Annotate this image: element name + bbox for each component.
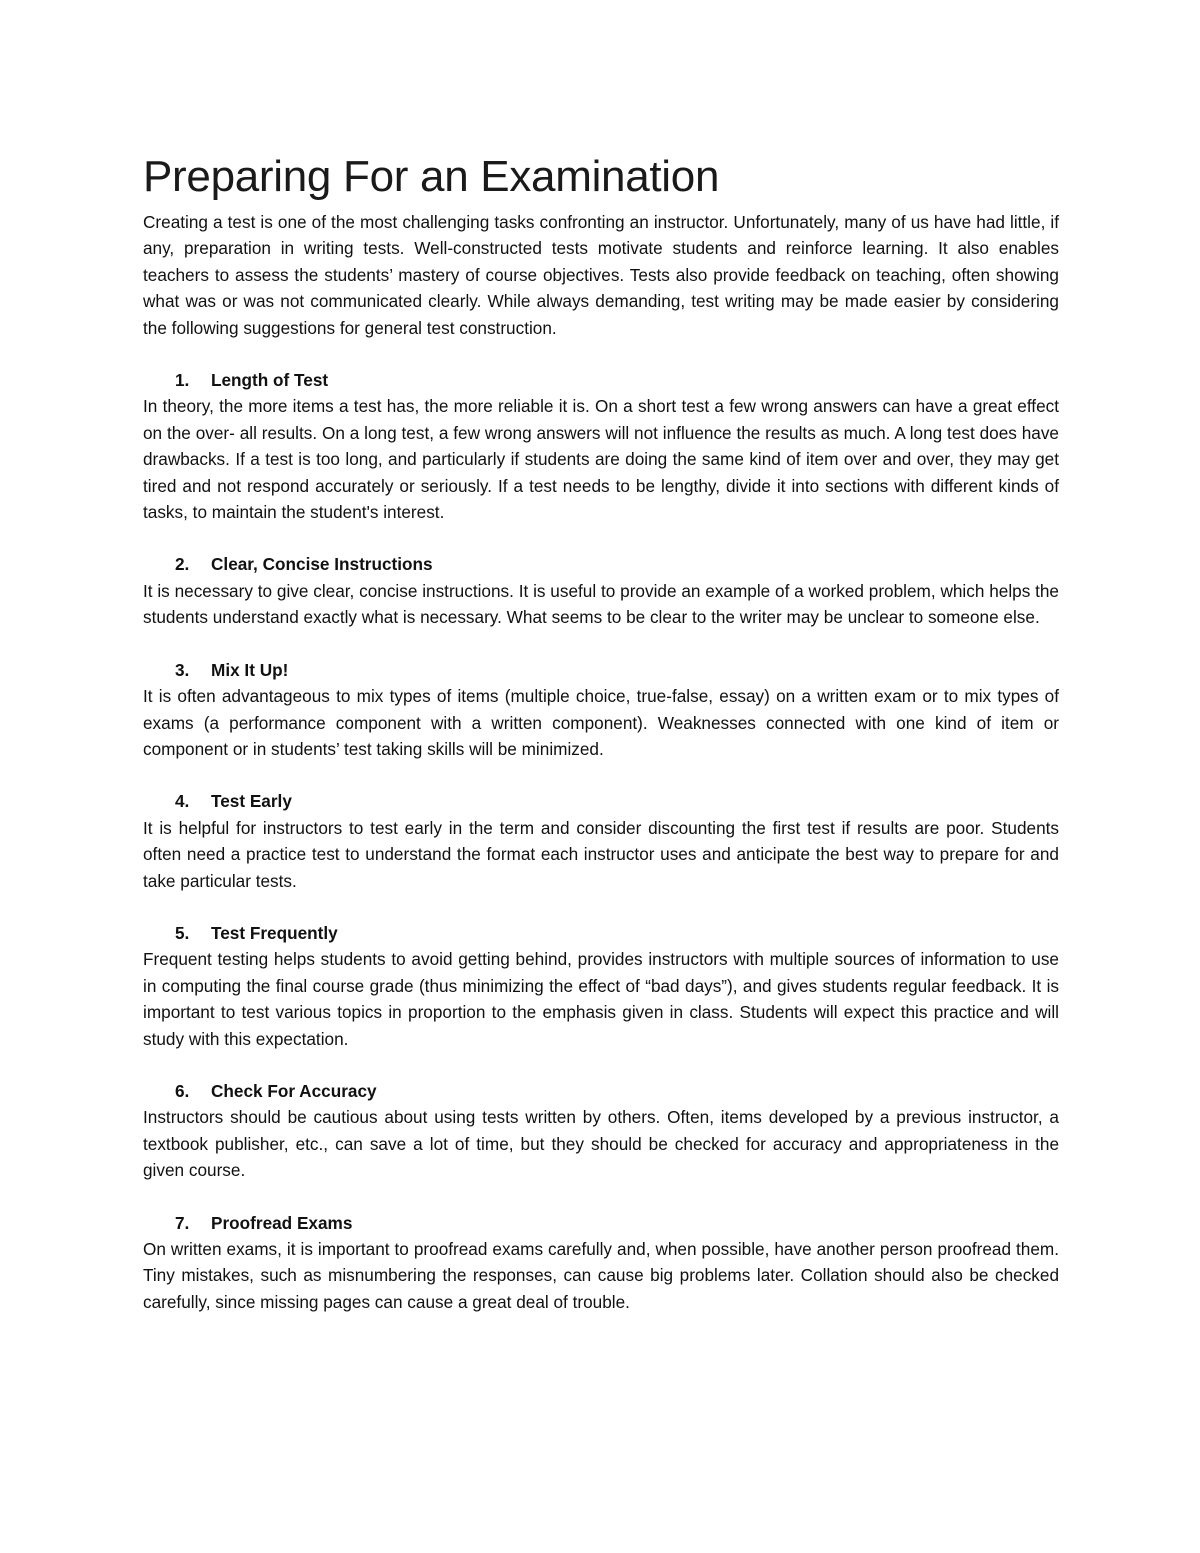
section-heading bbox=[143, 367, 1059, 393]
section-title: Length of Test bbox=[211, 370, 329, 391]
section-title: Clear, Concise Instructions bbox=[211, 554, 433, 575]
section-title: Proofread Exams bbox=[211, 1212, 353, 1233]
section-body: It is necessary to give clear, concise instructions. It is useful to provide an example of a worked problem, which helps the students understand exactly what is necessary. What seems to be clear to the writer may be unclear to someone else. bbox=[143, 580, 1059, 628]
section-heading bbox=[143, 920, 1059, 946]
section-check-for-accuracy bbox=[143, 1078, 1059, 1184]
section-title: Test Frequently bbox=[211, 922, 338, 943]
section-test-frequently bbox=[143, 920, 1059, 1052]
section-number: 4. bbox=[175, 791, 190, 812]
section-title: Mix It Up! bbox=[211, 659, 289, 680]
section-number: 5. bbox=[175, 922, 190, 943]
section-body: Frequent testing helps students to avoid getting behind, provides instructors with multiple sources of information to use in computing the final course grade (thus minimizing the effect of “bad days”), and gives students regular feedback. It is important to test various topics in proportion to the emphasis given in class. Students will expect this practice and will study with this expectation. bbox=[143, 949, 1059, 1049]
section-clear-concise-instructions bbox=[143, 551, 1059, 630]
section-proofread-exams bbox=[143, 1210, 1059, 1316]
section-body: In theory, the more items a test has, the more reliable it is. On a short test a few wrong answers can have a great effect on the over- all results. On a long test, a few wrong answers will not influence the results as much. A long test does have drawbacks. If a test is too long, and particularly if students are doing the same kind of item over and over, they may get tired and not respond accurately or seriously. If a test needs to be lengthy, divide it into sections with different kinds of tasks, to maintain the student's interest. bbox=[143, 396, 1059, 523]
section-body: Instructors should be cautious about using tests written by others. Often, items developed by a previous instructor, a textbook publisher, etc., can save a lot of time, but they should be checked for accuracy and appropriateness in the given course. bbox=[143, 1107, 1059, 1181]
section-number: 1. bbox=[175, 370, 190, 391]
section-heading bbox=[143, 788, 1059, 814]
section-heading bbox=[143, 551, 1059, 577]
section-title: Check For Accuracy bbox=[211, 1080, 377, 1101]
document-title: Preparing For an Examination bbox=[143, 152, 720, 201]
section-heading bbox=[143, 657, 1059, 683]
section-heading bbox=[143, 1210, 1059, 1236]
section-number: 2. bbox=[175, 554, 190, 575]
section-test-early bbox=[143, 788, 1059, 894]
intro-paragraph: Creating a test is one of the most challenging tasks confronting an instructor. Unfortunately, many of us have had little, if any, preparation in writing tests. Well-constructed tests motivate students and reinforce learning. It also enables teachers to assess the students’ mastery of course objectives. Tests also provide feedback on teaching, often showing what was or was not communicated clearly. While always demanding, test writing may be made easier by considering the following suggestions for general test construction. bbox=[143, 212, 1059, 338]
section-title: Test Early bbox=[211, 791, 292, 812]
section-length-of-test bbox=[143, 367, 1059, 525]
section-heading bbox=[143, 1078, 1059, 1104]
section-number: 6. bbox=[175, 1080, 190, 1101]
section-number: 7. bbox=[175, 1212, 190, 1233]
document-content bbox=[143, 148, 1059, 1315]
section-body: On written exams, it is important to proofread exams carefully and, when possible, have another person proofread them. Tiny mistakes, such as misnumbering the responses, can cause big problems later. Collation should also be checked carefully, since missing pages can cause a great deal of trouble. bbox=[143, 1239, 1059, 1312]
section-mix-it-up bbox=[143, 657, 1059, 763]
section-body: It is often advantageous to mix types of items (multiple choice, true-false, essay) on a written exam or to mix types of exams (a performance component with a written component). Weaknesses connected with one kind of item or component or in students’ test taking skills will be minimized. bbox=[143, 686, 1059, 759]
section-number: 3. bbox=[175, 659, 190, 680]
section-body: It is helpful for instructors to test early in the term and consider discounting the first test if results are poor. Students often need a practice test to understand the format each instructor uses and anticipate the best way to prepare for and take particular tests. bbox=[143, 817, 1059, 891]
